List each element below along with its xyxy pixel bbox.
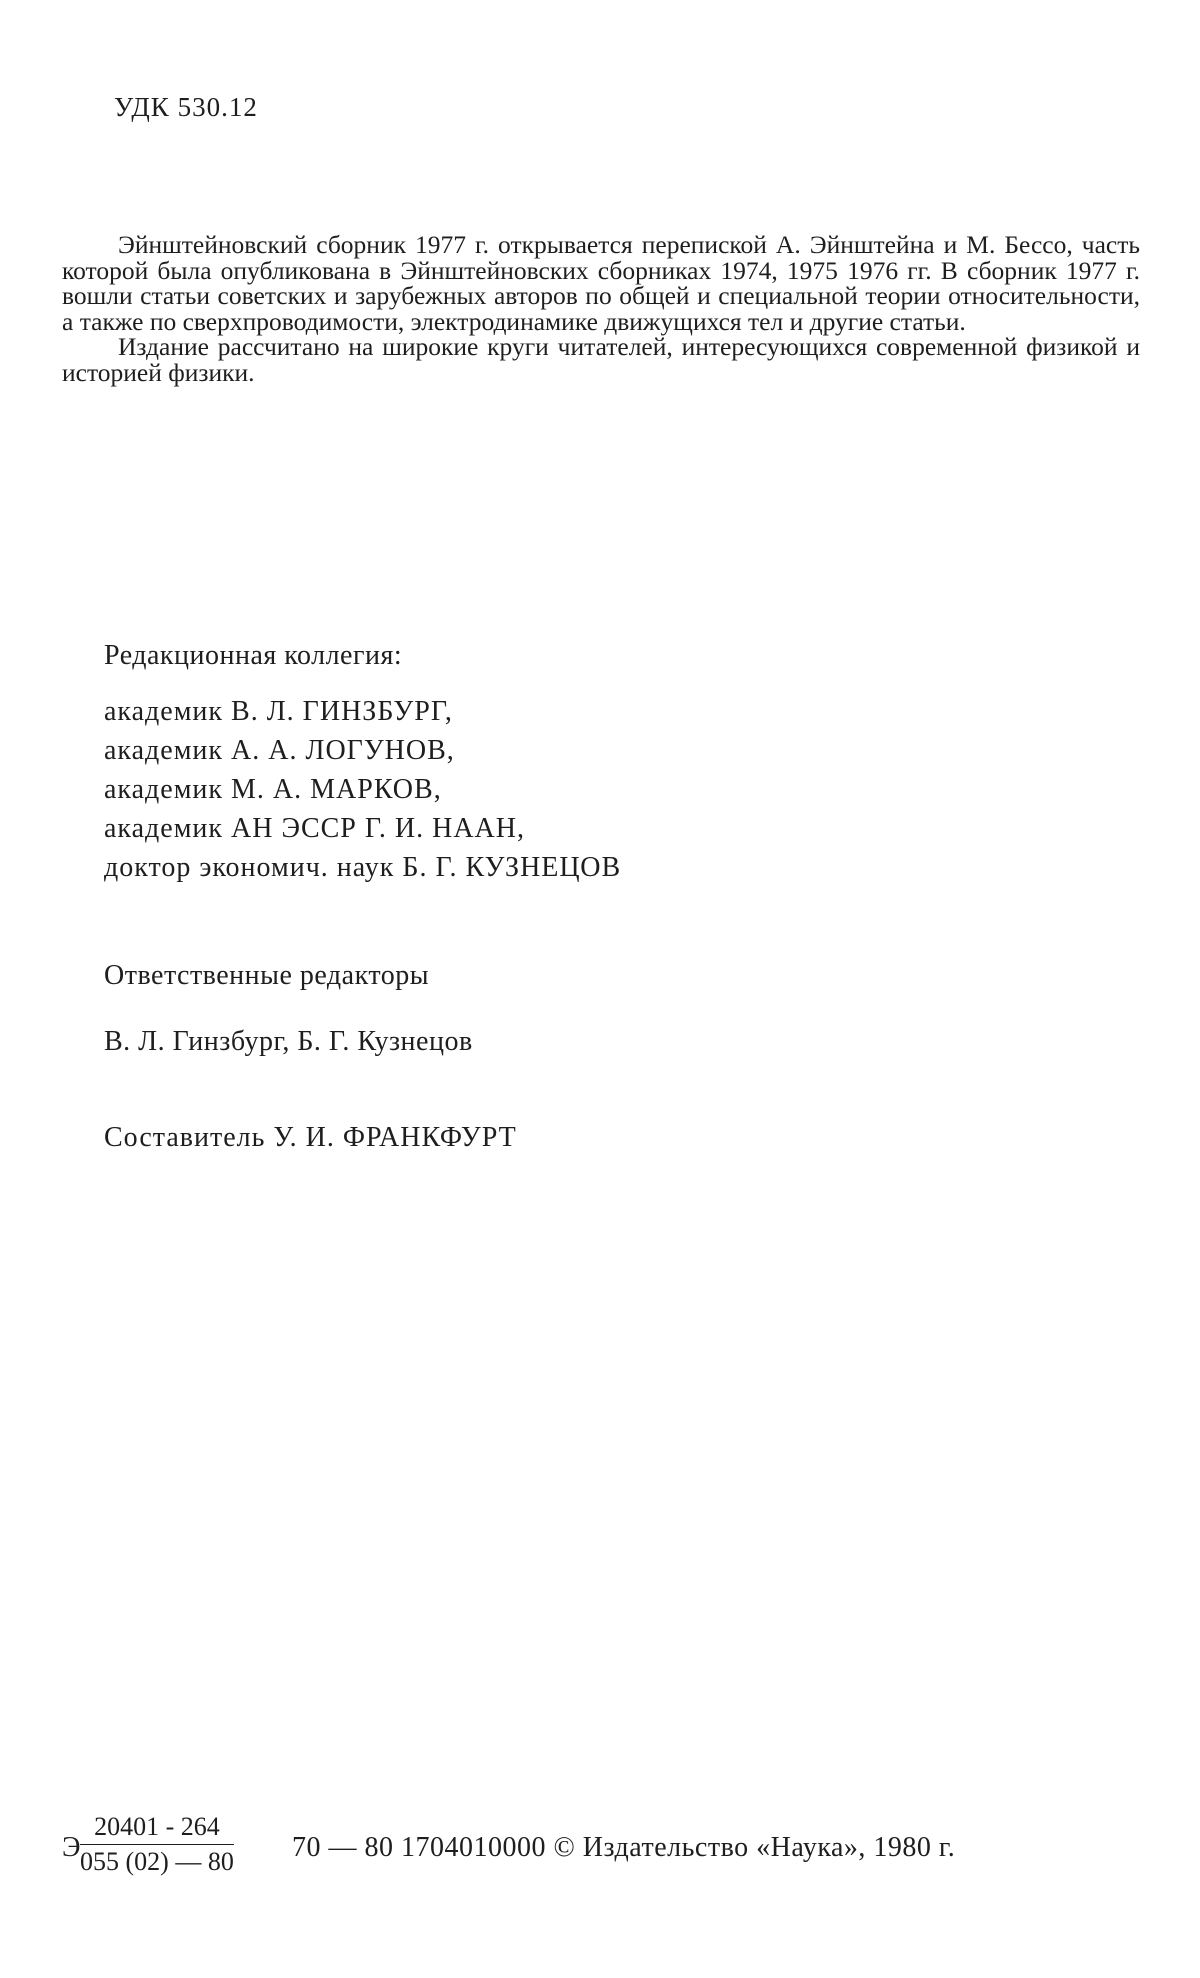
responsible-editors-title: Ответственные редакторы [104, 960, 430, 991]
abstract [62, 232, 1140, 385]
abstract-paragraph: Издание рассчитано на широкие круги читателей, интересующихся современной физикой и историей физики. [62, 332, 1140, 387]
imprint-copyright: 70 — 80 1704010000 © Издательство «Наука», 1980 г. [292, 1832, 956, 1863]
editorial-board-member: академик А. А. ЛОГУНОВ, [104, 735, 455, 766]
imprint-fraction [80, 1812, 234, 1877]
imprint-denominator: 055 (02) — 80 [80, 1847, 234, 1876]
imprint-numerator: 20401 - 264 [80, 1812, 234, 1845]
abstract-paragraph: Эйнштейновский сборник 1977 г. открывается перепиской А. Эйнштейна и М. Бессо, часть которой была опубликована в Эйнштейновских сборниках 1974, 1975 1976 гг. В сборник 1977 г. вошли статьи советских и зарубежных авторов по общей и специальной теории относительности, а также по сверхпроводимости, электродинамике движущихся тел и другие статьи. [62, 230, 1140, 336]
editorial-board-title: Редакционная коллегия: [104, 640, 403, 671]
compiler: Составитель У. И. ФРАНКФУРТ [104, 1122, 517, 1153]
editorial-board-member: доктор экономич. наук Б. Г. КУЗНЕЦОВ [104, 852, 622, 883]
udk-code: УДК 530.12 [114, 92, 258, 122]
responsible-editors-names: В. Л. Гинзбург, Б. Г. Кузнецов [104, 1026, 473, 1057]
publisher-imprint [62, 1812, 1152, 1882]
editorial-board-member: академик В. Л. ГИНЗБУРГ, [104, 696, 453, 727]
imprint-letter: Э [62, 1832, 81, 1863]
editorial-board-member: академик АН ЭССР Г. И. НААН, [104, 813, 525, 844]
editorial-board-list [104, 692, 621, 887]
editorial-board-member: академик М. А. МАРКОВ, [104, 774, 442, 805]
